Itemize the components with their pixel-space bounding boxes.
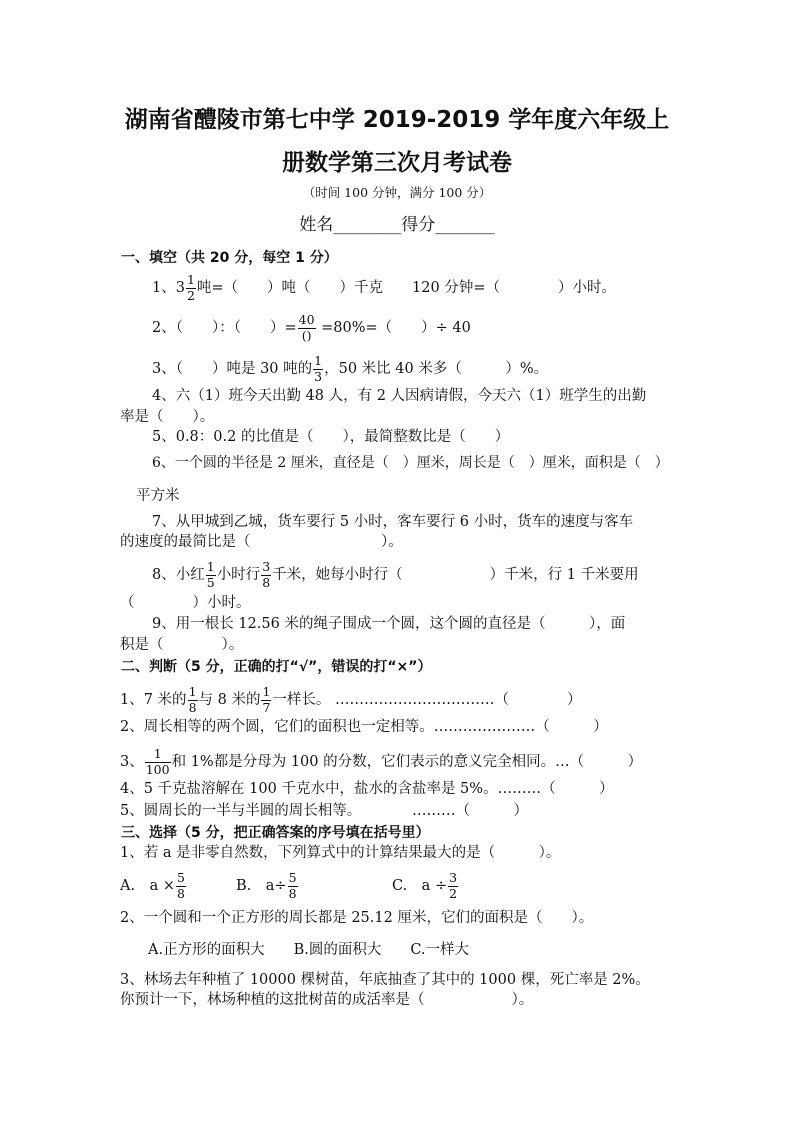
s1-q3: [152, 355, 548, 383]
s1-q3-b: ，50 米比 40 米多（ ）%。: [324, 361, 549, 377]
fraction-denominator: 7: [262, 699, 271, 715]
fraction-numerator: 1: [314, 353, 323, 368]
fraction-numerator: 1: [145, 748, 171, 763]
s1-q1-fraction: [186, 274, 196, 302]
s1-q9-line-2: 积是（ ）。: [120, 637, 244, 653]
fraction-numerator: 3: [262, 559, 271, 574]
fraction-denominator: 3: [314, 368, 323, 384]
s3-q3-line-1: 3、林场去年种植了 10000 棵树苗，年底抽查了其中的 1000 棵，死亡率是 2%。: [120, 972, 650, 988]
s1-q1-a: 1、3: [152, 280, 185, 296]
fraction-denominator: 8: [188, 699, 197, 715]
s1-q7-line-2: 的速度的最简比是（ ）。: [120, 534, 403, 550]
section-3-heading: 三、选择（5 分，把正确答案的序号填在括号里）: [121, 825, 430, 841]
fraction-numerator: 5: [288, 870, 297, 885]
s2-q3: [120, 748, 642, 776]
s2-q1: [120, 686, 582, 714]
fraction-numerator: 1: [188, 684, 197, 699]
s3-q1: 1、若 a 是非零自然数，下列算式中的计算结果最大的是（ ）。: [120, 845, 561, 861]
s2-q1-fraction-1: [188, 686, 198, 714]
s1-q5: 5、0.8：0.2 的比值是（ ），最简整数比是（ ）: [152, 429, 510, 445]
s1-q4-line-1: 4、六（1）班今天出勤 48 人，有 2 人因病请假，今天六（1）班学生的出勤: [152, 388, 647, 404]
fraction-denominator: 5: [206, 574, 215, 590]
fraction-denominator: 2: [186, 287, 195, 303]
s1-q8-line-2: （ ）小时。: [120, 595, 251, 611]
s1-q3-fraction: [313, 355, 323, 383]
exam-subtitle: （时间 100 分钟，满分 100 分）: [302, 185, 492, 200]
section-2-heading: 二、判断（5 分，正确的打“√”，错误的打“×”）: [121, 659, 432, 675]
title-line-2: 册数学第三次月考试卷: [282, 150, 512, 176]
fraction-numerator: 5: [176, 870, 185, 885]
option-b-fraction: [288, 872, 298, 900]
s3-q1-option-b: [236, 872, 299, 900]
s1-q7-line-1: 7、从甲城到乙城，货车要行 5 小时，客车要行 6 小时，货车的速度与客车: [152, 514, 634, 530]
option-a-label: A. a ×: [120, 878, 175, 894]
s1-q8-c: 千米，她每小时行（ ）千米，行 1 千米要用: [272, 567, 639, 583]
s3-q2-options: A.正方形的面积大 B.圆的面积大 C.一样大: [148, 942, 470, 958]
s1-q6-line-2: 平方米: [136, 488, 180, 504]
s2-q1-b: 与 8 米的: [198, 692, 261, 708]
s2-q4: 4、5 千克盐溶解在 100 千克水中，盐水的含盐率是 5%。………（ ）: [120, 781, 614, 797]
s1-q9-line-1: 9、用一根长 12.56 米的绳子围成一个圆，这个圆的直径是（ ），面: [152, 616, 626, 632]
s2-q3-fraction: [145, 748, 171, 776]
s1-q4-line-2: 率是（ ）。: [120, 409, 215, 425]
option-a-fraction: [176, 872, 186, 900]
s1-q8-fraction-2: [261, 561, 271, 589]
s1-q2-fraction: [298, 314, 316, 342]
fraction-denominator: 8: [288, 885, 297, 901]
s2-q3-a: 3、: [120, 754, 144, 770]
section-1-heading: 一、填空（共 20 分，每空 1 分）: [121, 250, 338, 266]
s2-q1-c: 一样长。 ……………………………（ ）: [272, 692, 582, 708]
s1-q8: [152, 561, 639, 589]
s2-q2: 2、周长相等的两个圆，它们的面积也一定相等。…………………（ ）: [120, 719, 608, 735]
s2-q3-b: 和 1%都是分母为 100 的分数，它们表示的意义完全相同。…（ ）: [171, 754, 643, 770]
fraction-numerator: 3: [449, 870, 458, 885]
s3-q1-option-c: [392, 872, 459, 900]
s3-q1-option-a: [120, 872, 187, 900]
s1-q2-b: =80%=（ ）÷ 40: [316, 320, 471, 336]
s1-q2-a: 2、（ ）：（ ）=: [152, 320, 297, 336]
s1-q8-fraction-1: [206, 561, 216, 589]
s1-q6-line-1: 6、一个圆的半径是 2 厘米，直径是（ ）厘米，周长是（ ）厘米，面积是（ ）: [152, 455, 669, 471]
s1-q1: [152, 274, 616, 302]
s2-q1-a: 1、7 米的: [120, 692, 187, 708]
fraction-denominator: (): [301, 327, 312, 343]
s1-q3-a: 3、（ ）吨是 30 吨的: [152, 361, 313, 377]
fraction-numerator: 1: [186, 272, 195, 287]
s1-q8-b: 小时行: [216, 567, 261, 583]
option-c-label: C. a ÷: [392, 878, 448, 894]
s2-q1-fraction-2: [261, 686, 271, 714]
title-line-1: 湖南省醴陵市第七中学 2019-2019 学年度六年级上: [124, 107, 670, 133]
s3-q2: 2、一个圆和一个正方形的周长都是 25.12 厘米，它们的面积是（ ）。: [120, 910, 594, 926]
s1-q8-a: 8、小红: [152, 567, 205, 583]
s2-q5: 5、圆周长的一半与半圆的周长相等。 ………（ ）: [120, 803, 528, 819]
fraction-denominator: 8: [262, 574, 271, 590]
fraction-numerator: 1: [262, 684, 271, 699]
s3-q3-line-2: 你预计一下，林场种植的这批树苗的成活率是（ ）。: [120, 992, 534, 1008]
fraction-numerator: 1: [206, 559, 215, 574]
fraction-numerator: 40: [298, 312, 315, 327]
name-score-line: 姓名________得分_______: [299, 215, 495, 235]
s1-q1-b: 吨=（ ）吨（ ）千克 120 分钟=（ ）小时。: [196, 280, 616, 296]
s1-q2: [152, 314, 471, 342]
fraction-denominator: 2: [449, 885, 458, 901]
fraction-denominator: 100: [145, 761, 170, 777]
option-b-label: B. a÷: [236, 878, 287, 894]
fraction-denominator: 8: [176, 885, 185, 901]
option-c-fraction: [448, 872, 458, 900]
